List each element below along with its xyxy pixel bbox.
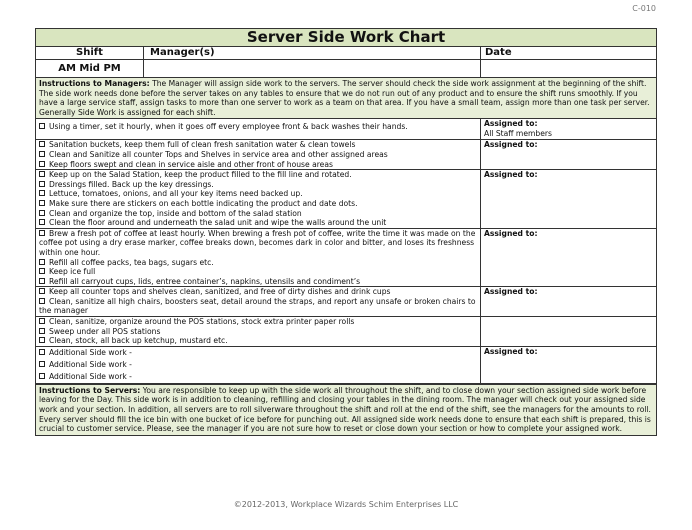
header-value-row [36, 60, 656, 78]
assigned-to-label: Assigned to: [484, 228, 538, 238]
task-item: Additional Side work - [39, 359, 477, 371]
checkbox[interactable] [39, 268, 45, 274]
server-instructions-label: Instructions to Servers: [39, 385, 141, 395]
assignment-cell[interactable] [481, 170, 656, 228]
checkbox[interactable] [39, 151, 45, 157]
checkbox[interactable] [39, 123, 45, 129]
checkbox[interactable] [39, 288, 45, 294]
assignment-cell[interactable] [481, 140, 656, 169]
task-items [36, 140, 481, 169]
assignment-cell[interactable] [481, 287, 656, 316]
assigned-to-label: Assigned to: [484, 346, 538, 356]
task-item: Make sure there are stickers on each bottle indicating the product and date dots. [39, 199, 477, 209]
checkbox[interactable] [39, 141, 45, 147]
task-section-additional [36, 347, 656, 384]
task-item: Sanitation buckets, keep them full of clean fresh sanitation water & clean towels [39, 140, 477, 150]
task-item: Clean, stock, all back up ketchup, mustard etc. [39, 336, 477, 346]
task-item: Keep floors swept and clean in service aisle and other front of house areas [39, 160, 477, 170]
managers-field[interactable] [144, 60, 481, 77]
task-item: Lettuce, tomatoes, onions, and all your key items need backed up. [39, 189, 477, 199]
task-section-coffee [36, 229, 656, 288]
checkbox[interactable] [39, 349, 45, 355]
task-section-counters [36, 287, 656, 317]
checkbox[interactable] [39, 318, 45, 324]
task-items [36, 317, 481, 346]
task-items [36, 229, 481, 287]
task-item: Sweep under all POS stations [39, 327, 477, 337]
checkbox[interactable] [39, 278, 45, 284]
task-item: Keep up on the Salad Station, keep the product filled to the fill line and rotated. [39, 170, 477, 180]
checkbox[interactable] [39, 219, 45, 225]
assignment-cell[interactable] [481, 347, 656, 383]
task-item: Clean, sanitize all high chairs, boosters seat, detail around the straps, and report any unsafe or broken chairs to the manager [39, 296, 476, 316]
checkbox[interactable] [39, 259, 45, 265]
checkbox[interactable] [39, 230, 45, 236]
copyright-footer: ©2012-2013, Workplace Wizards Schim Enterprises LLC [233, 500, 459, 509]
task-item: Dressings filled. Back up the key dressings. [39, 180, 477, 190]
task-section-salad-station [36, 170, 656, 229]
assigned-to-label: Assigned to: [484, 119, 538, 129]
task-section-sanitation [36, 140, 656, 170]
header-row [36, 47, 656, 60]
task-item: Keep all counter tops and shelves clean, sanitized, and free of dirty dishes and drink cups [39, 287, 477, 297]
assigned-to-label: Assigned to: [484, 140, 538, 150]
checkbox[interactable] [39, 298, 45, 304]
assignment-cell[interactable] [481, 119, 656, 139]
task-items [36, 170, 481, 228]
form-code: C-010 [632, 4, 656, 13]
task-items [36, 347, 481, 383]
task-item: Keep ice full [39, 267, 477, 277]
shift-header: Shift [36, 47, 144, 59]
assigned-to-label: Assigned to: [484, 287, 538, 297]
task-item: Brew a fresh pot of coffee at least hourly. When brewing a fresh pot of coffee, write the time it was made on the coffee pot using a dry erase marker, coffee breaks down, becomes dark in color and bitter, and loses its freshness within one hour. [39, 228, 476, 257]
task-section-pos [36, 317, 656, 347]
task-item: Additional Side work - [39, 371, 477, 383]
checkbox[interactable] [39, 200, 45, 206]
checkbox[interactable] [39, 190, 45, 196]
task-items [36, 287, 481, 316]
checkbox[interactable] [39, 171, 45, 177]
checkbox[interactable] [39, 210, 45, 216]
assigned-to-value: All Staff members [484, 128, 552, 138]
manager-instructions [36, 78, 656, 119]
chart-title: Server Side Work Chart [36, 29, 656, 47]
task-item: Refill all coffee packs, tea bags, sugars etc. [39, 258, 477, 268]
task-item: Clean the floor around and underneath the salad unit and wipe the walls around the unit [39, 218, 477, 228]
shift-options[interactable]: AM Mid PM [36, 60, 144, 77]
checkbox[interactable] [39, 161, 45, 167]
checkbox[interactable] [39, 181, 45, 187]
task-items [36, 119, 481, 139]
task-section-handwashing [36, 119, 656, 140]
task-item: Additional Side work - [39, 347, 477, 359]
task-item: Clean, sanitize, organize around the POS stations, stock extra printer paper rolls [39, 317, 477, 327]
side-work-chart [35, 28, 657, 436]
date-field[interactable] [481, 60, 656, 77]
server-instructions [36, 384, 656, 435]
assigned-to-label: Assigned to: [484, 170, 538, 180]
checkbox[interactable] [39, 361, 45, 367]
task-item: Clean and organize the top, inside and bottom of the salad station [39, 209, 477, 219]
date-header: Date [485, 47, 512, 58]
assignment-cell[interactable] [481, 229, 656, 287]
task-item: Clean and Sanitize all counter Tops and Shelves in service area and other assigned areas [39, 150, 477, 160]
server-instructions-text: You are responsible to keep up with the side work all throughout the shift, and to close down your section assigned side work before leaving for the Day. This side work is in addition to cleaning, refilling and closing your tables in the dining room. The manager will check out your assigned side work and your section. In addition, all servers are to roll silverware throughout the shift and roll at the end of the shift, see the managers for the amounts to roll. Every server should fill the ice bin with one bucket of ice before for punching out. All assigned side work needs done to ensure that each shift is prepared, this is crucial to customer service. Please, see the manager if you are not sure how to reset or close down your section or how to complete your assigned work. [39, 385, 651, 434]
task-item: Using a timer, set it hourly, when it goes off every employee front & back washes their hands. [39, 122, 477, 132]
assignment-cell[interactable] [481, 317, 656, 346]
checkbox[interactable] [39, 373, 45, 379]
managers-header: Manager(s) [144, 47, 481, 59]
manager-instructions-text: The Manager will assign side work to the servers. The server should check the side work assignment at the beginning of the shift. The side work needs done before the server takes on any tables to ensure that we do not run out of any product and to ensure the shift runs smoothly. If you have a large service staff, assign tasks to more than one server to work as a team on that area. If you have a small team, assign more than one task per server. Generally Side Work is assigned for each shift. [39, 79, 650, 117]
task-item: Refill all carryout cups, lids, entree container’s, napkins, utensils and condiment’s [39, 277, 477, 287]
checkbox[interactable] [39, 337, 45, 343]
manager-instructions-label: Instructions to Managers: [39, 79, 150, 88]
checkbox[interactable] [39, 328, 45, 334]
